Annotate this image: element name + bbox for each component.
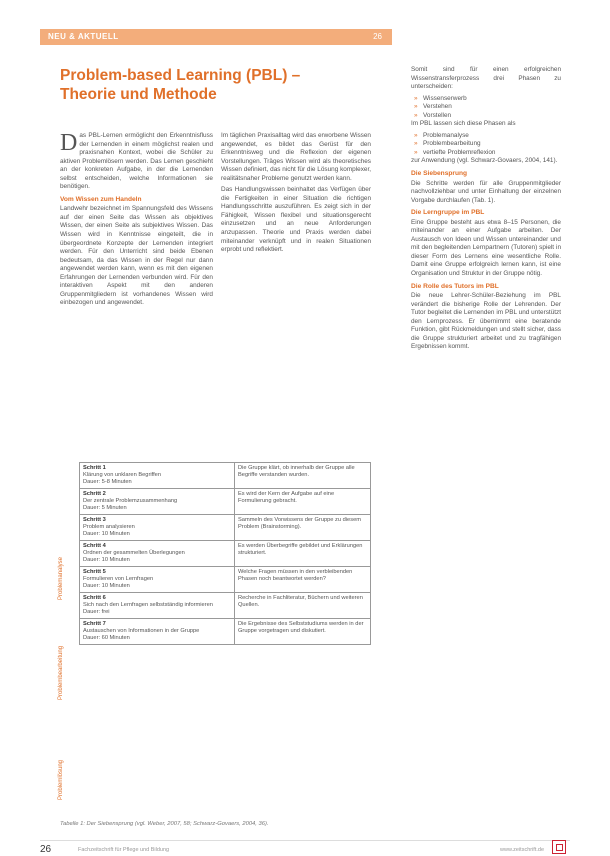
step-description: Formulieren von Lernfragen (83, 576, 154, 582)
step-cell (80, 593, 235, 619)
list-item: » Vorstellen (423, 112, 561, 121)
step-number: Schritt 6 (83, 595, 106, 601)
step-cell (80, 619, 235, 645)
heading-tutor: Die Rolle des Tutors im PBL (411, 282, 499, 290)
list-item: » Problemanalyse (423, 132, 561, 141)
page-number: 26 (40, 844, 52, 855)
step-number: Schritt 4 (83, 543, 106, 549)
column-1 (60, 132, 213, 311)
phase-label-analysis: Problemanalyse (58, 556, 64, 600)
step-duration: Dauer: 5-8 Minuten (83, 479, 132, 485)
table-row (80, 593, 371, 619)
step-cell (80, 463, 235, 489)
list-item: » Verstehen (423, 103, 561, 112)
dropcap: D (60, 130, 78, 156)
table-row (80, 463, 371, 489)
paragraph-col2-2: Das Handlungswissen beinhaltet das Verfügen über die Fertigkeiten in einer Situation die richtigen Handlungsschritte auszuführen. Es zeigt sich in der Fähigkeit, Wissen flexibel und situationsgerecht einzusetzen und an neue Anforderungen anzupassen. Theorie und Praxis werden dabei miteinander verknüpft und in realen Situationen erprobt und reflektiert. (221, 186, 371, 254)
header-bar (40, 29, 392, 45)
paragraph-steps: Die Schritte werden für alle Gruppenmitglieder nachvollziehbar und unter Einhaltung der einzelnen Vorgabe durchlaufen (Tab. 1). (411, 179, 561, 204)
paragraph-group: Eine Gruppe besteht aus etwa 8–15 Personen, die miteinander an einer Aufgabe arbeiten. Der Austausch von Ideen und Wissen untereinander und mit den begleitenden Lernpartnern (Tutoren) spielt in dieser Form des Lernens eine wesentliche Rolle. Damit eine Gruppe erfolgreich lernen kann, ist eine Organisation und Struktur in der Gruppe nötig. (411, 218, 561, 278)
table-row (80, 515, 371, 541)
step-cell (80, 489, 235, 515)
step-goal: Welche Fragen müssen in den verbleibenden Phasen noch beantwortet werden? (235, 567, 371, 593)
step-goal: Recherche in Fachliteratur, Büchern und weiteren Quellen. (235, 593, 371, 619)
footer-publication: Fachzeitschrift für Pflege und Bildung (78, 847, 170, 853)
column-2 (221, 132, 371, 258)
step-number: Schritt 7 (83, 621, 106, 627)
header-page-marker: 26 (373, 32, 382, 41)
footer-divider (40, 840, 570, 841)
phase-list-1 (411, 95, 561, 121)
step-duration: Dauer: 10 Minuten (83, 531, 130, 537)
step-goal: Es wird der Kern der Aufgabe auf eine Formulierung gebracht. (235, 489, 371, 515)
step-description: Der zentrale Problemzusammenhang (83, 498, 178, 504)
step-description: Problem analysieren (83, 524, 135, 530)
table-row (80, 619, 371, 645)
paragraph-col3-2-end: zur Anwendung (vgl. Schwarz-Govaers, 2004, 141). (411, 157, 558, 165)
intro-paragraph: Das PBL-Lernen ermöglicht den Erkenntnisfluss der Lernenden in einem möglichst realen und praxisnahen Kontext, wobei die Schüler zu aktiven Problemlösern werden. Das Lernen geschieht an der konkreten Aufgabe, in der die Lernenden selbst entscheiden, welche Informationen sie benötigen. (60, 130, 213, 191)
step-goal: Sammeln des Vorwissens der Gruppe zu diesem Problem (Brainstorming). (235, 515, 371, 541)
phase-label-work: Problembearbeitung (58, 645, 64, 700)
paragraph-col2-1: Im täglichen Praxisalltag wird das erworbene Wissen angewendet, es bildet das Gerüst für den Erkenntnisweg und die Reflexion der eigenen Vorstellungen. Träges Wissen wird als theoretisches Wissen definiert, das nicht für die Lösung komplexer, realitätsnaher Probleme genutzt werden kann. (221, 132, 371, 182)
step-duration: Dauer: 60 Minuten (83, 635, 130, 641)
section-category: NEU & AKTUELL (48, 32, 119, 41)
heading-group: Die Lerngruppe im PBL (411, 209, 485, 217)
paragraph-tutor: Die neue Lehrer-Schüler-Beziehung im PBL verändert die bisherige Rolle der Lehrenden. Der Tutor begleitet die Lernenden im PBL und unterstützt den Lernprozess. Er übernimmt eine beratende Funktion, gibt Rückmeldungen und stellt sicher, dass die Gruppe strukturiert arbeitet und zu tragfähigen Ergebnissen kommt. (411, 292, 561, 351)
phase-label-solution: Problemlösung (58, 759, 64, 800)
step-duration: Dauer: 10 Minuten (83, 557, 130, 563)
table-row (80, 489, 371, 515)
list-item: » Wissenserwerb (423, 95, 561, 104)
step-cell (80, 541, 235, 567)
article-title: Problem-based Learning (PBL) – Theorie und Methode (60, 67, 301, 103)
heading-wissen: Vom Wissen zum Handeln (60, 195, 142, 203)
table-row (80, 567, 371, 593)
step-number: Schritt 5 (83, 569, 106, 575)
list-item: » vertiefte Problemreflexion (423, 149, 561, 158)
paragraph-wissen: Landwehr bezeichnet im Spannungsfeld des Wissens auf der einen Seite das Wissen als objektives Wissen, der einen Seite als subjektives Wissen. Das Wissen wird in Kenntnisse eingeteilt, die in übergeordnete Konzepte der Lernenden integriert werden. Für den Unterricht sind beide Ebenen bedeutsam, da das Wissen in der Regel nur dann angewendet werden kann, wenn es mit den eigenen Erfahrungen der Lernenden verbunden wird. Für den interaktiven Aspekt mit den anderen Gruppenmitgliedern ist vorhandenes Wissen wird einbezogen und angewendet. (60, 205, 213, 307)
column-3 (411, 66, 561, 355)
phase-list-2 (411, 132, 561, 158)
paragraph-col3-1: Somit sind für einen erfolgreichen Wissenstransferprozess drei Phasen zu unterscheiden: (411, 66, 561, 91)
step-goal: Die Ergebnisse des Selbststudiums werden in der Gruppe vorgetragen und diskutiert. (235, 619, 371, 645)
step-description: Klärung von unklaren Begriffen (83, 472, 161, 478)
steps-table (79, 462, 371, 645)
step-goal: Die Gruppe klärt, ob innerhalb der Gruppe alle Begriffe verstanden wurden. (235, 463, 371, 489)
step-description: Sich nach den Lernfragen selbstständig informieren (83, 602, 213, 608)
step-number: Schritt 2 (83, 491, 106, 497)
table-caption: Tabelle 1: Der Siebensprung (vgl. Weber, 2007, 58; Schwarz-Govaers, 2004, 36). (60, 821, 269, 827)
footer-website: www.zeitschrift.de (500, 847, 545, 853)
paragraph-col3-2: Im PBL lassen sich diese Phasen als (411, 120, 516, 128)
step-description: Austauschen von Informationen in der Gruppe (83, 628, 200, 634)
step-duration: Dauer: frei (83, 609, 110, 615)
step-description: Ordnen der gesammelten Überlegungen (83, 550, 185, 556)
heading-steps: Die Siebensprung (411, 170, 468, 178)
step-cell (80, 567, 235, 593)
step-goal: Es werden Überbegriffe gebildet und Erklärungen strukturiert. (235, 541, 371, 567)
step-duration: Dauer: 10 Minuten (83, 583, 130, 589)
list-item: » Problembearbeitung (423, 140, 561, 149)
table-row (80, 541, 371, 567)
step-number: Schritt 1 (83, 465, 106, 471)
step-duration: Dauer: 5 Minuten (83, 505, 127, 511)
publisher-logo-icon (552, 840, 566, 854)
step-cell (80, 515, 235, 541)
step-number: Schritt 3 (83, 517, 106, 523)
